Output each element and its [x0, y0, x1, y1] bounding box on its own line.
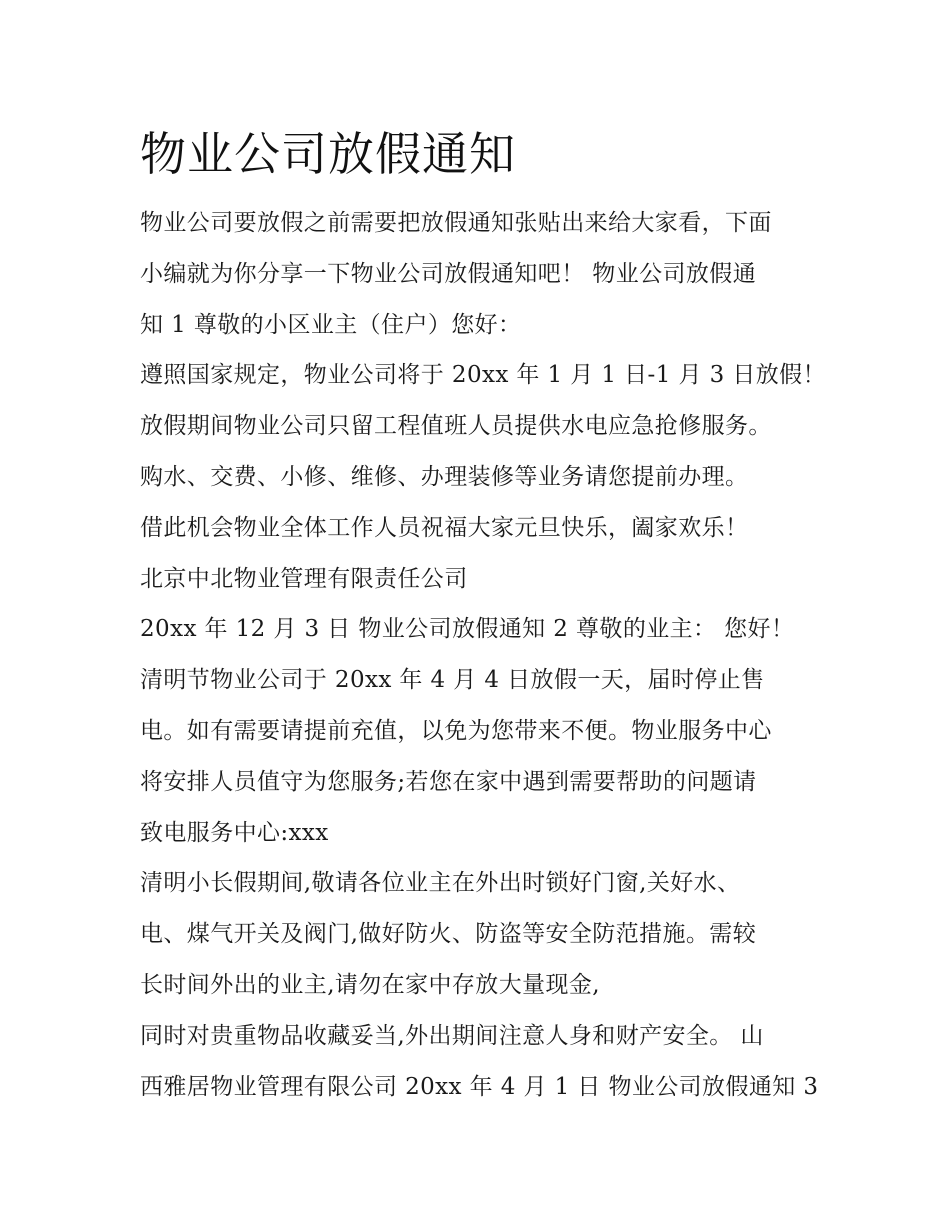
body-line: 购水、交费、小修、维修、办理装修等业务请您提前办理。 — [140, 463, 749, 490]
document-body — [140, 198, 830, 1112]
body-line: 物业公司要放假之前需要把放假通知张贴出来给大家看，下面 — [140, 210, 772, 236]
body-line: 致电服务中心:xxx — [140, 819, 329, 846]
body-line: 借此机会物业全体工作人员祝福大家元旦快乐，阖家欢乐！ — [140, 514, 749, 541]
document-title: 物业公司放假通知 — [140, 127, 516, 181]
body-line: 放假期间物业公司只留工程值班人员提供水电应急抢修服务。 — [140, 413, 772, 440]
body-line: 将安排人员值守为您服务;若您在家中遇到需要帮助的问题请 — [140, 768, 757, 795]
body-line: 电、煤气开关及阀门,做好防火、防盗等安全防范措施。需较 — [140, 921, 757, 948]
body-line: 西雅居物业管理有限公司 20xx 年 4 月 1 日 物业公司放假通知 3 — [140, 1073, 819, 1100]
body-line: 电。如有需要请提前充值，以免为您带来不便。物业服务中心 — [140, 717, 772, 744]
body-line: 20xx 年 12 月 3 日 物业公司放假通知 2 尊敬的业主： 您好！ — [140, 616, 795, 643]
body-line: 遵照国家规定，物业公司将于 20xx 年 1 月 1 日-1 月 3 日放假！ — [140, 362, 826, 389]
body-line: 清明小长假期间,敬请各位业主在外出时锁好门窗,关好水、 — [140, 870, 741, 897]
body-line: 小编就为你分享一下物业公司放假通知吧！ 物业公司放假通 — [140, 260, 757, 287]
body-line: 北京中北物业管理有限责任公司 — [140, 565, 468, 592]
body-line: 知 1 尊敬的小区业主（住户）您好： — [140, 311, 522, 338]
body-line: 清明节物业公司于 20xx 年 4 月 4 日放假一天，届时停止售 — [140, 667, 765, 694]
body-line: 同时对贵重物品收藏妥当,外出期间注意人身和财产安全。 山 — [140, 1022, 764, 1049]
body-line: 长时间外出的业主,请勿在家中存放大量现金, — [140, 971, 601, 998]
